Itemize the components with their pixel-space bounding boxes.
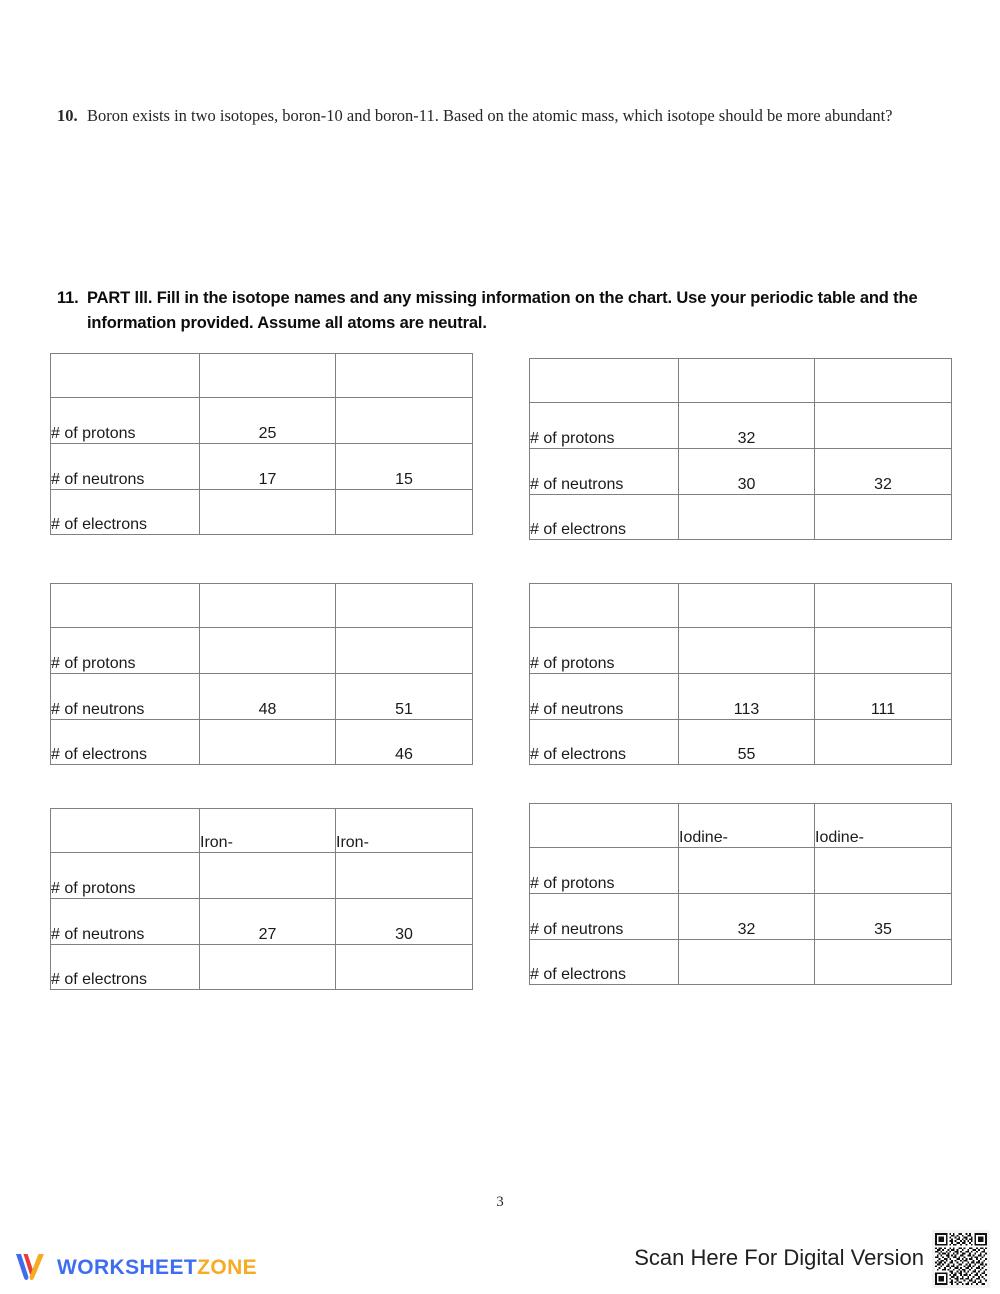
table-2-row-label-electrons: # of electrons [530, 495, 679, 540]
table-3-electrons-a[interactable] [200, 720, 336, 765]
table-2-neutrons-b[interactable]: 32 [815, 449, 952, 495]
table-1-header-label [51, 354, 200, 398]
table-6-electrons-b[interactable] [815, 940, 952, 985]
table-1-header-isotope-b[interactable] [336, 354, 473, 398]
question-11-text: PART lll. Fill in the isotope names and any missing information on the chart. Use your periodic table and the information provided. Assume all atoms are neutral. [87, 289, 918, 332]
table-1-row-label-neutrons: # of neutrons [51, 444, 200, 490]
table-6-row-label-neutrons: # of neutrons [530, 894, 679, 940]
table-1-protons-b[interactable] [336, 398, 473, 444]
table-5-protons-a[interactable] [200, 853, 336, 899]
question-10 [57, 104, 917, 128]
table-5-electrons-b[interactable] [336, 945, 473, 990]
table-row [51, 853, 473, 899]
scan-digital-version[interactable] [634, 1230, 990, 1288]
table-row [51, 490, 473, 535]
table-1-protons-a[interactable]: 25 [200, 398, 336, 444]
table-3-header-label [51, 584, 200, 628]
table-row [530, 674, 952, 720]
table-5-neutrons-a[interactable]: 27 [200, 899, 336, 945]
table-row [530, 449, 952, 495]
table-3-protons-a[interactable] [200, 628, 336, 674]
table-2-protons-b[interactable] [815, 403, 952, 449]
table-2-header-label [530, 359, 679, 403]
table-6-protons-b[interactable] [815, 848, 952, 894]
table-2-electrons-b[interactable] [815, 495, 952, 540]
table-4-neutrons-b[interactable]: 111 [815, 674, 952, 720]
table-4-electrons-b[interactable] [815, 720, 952, 765]
table-row [530, 894, 952, 940]
table-row [51, 945, 473, 990]
table-header-row [530, 804, 952, 848]
table-5-electrons-a[interactable] [200, 945, 336, 990]
page-number: 3 [496, 1194, 504, 1210]
table-1-neutrons-b[interactable]: 15 [336, 444, 473, 490]
table-4-row-label-electrons: # of electrons [530, 720, 679, 765]
table-2-header-isotope-a[interactable] [679, 359, 815, 403]
qr-code-icon [935, 1233, 987, 1285]
table-2-neutrons-a[interactable]: 30 [679, 449, 815, 495]
table-5-header-isotope-a[interactable]: Iron- [200, 809, 336, 853]
table-header-row [530, 359, 952, 403]
question-11-number: 11. [57, 289, 79, 307]
isotope-table-1 [50, 353, 473, 535]
table-row [51, 444, 473, 490]
table-4-protons-b[interactable] [815, 628, 952, 674]
table-6-row-label-electrons: # of electrons [530, 940, 679, 985]
table-5-header-isotope-b[interactable]: Iron- [336, 809, 473, 853]
table-3-row-label-neutrons: # of neutrons [51, 674, 200, 720]
table-3-header-isotope-b[interactable] [336, 584, 473, 628]
table-3-neutrons-b[interactable]: 51 [336, 674, 473, 720]
table-2-header-isotope-b[interactable] [815, 359, 952, 403]
table-row [530, 940, 952, 985]
table-2-row-label-protons: # of protons [530, 403, 679, 449]
table-4-header-label [530, 584, 679, 628]
table-4-header-isotope-b[interactable] [815, 584, 952, 628]
table-1-row-label-electrons: # of electrons [51, 490, 200, 535]
table-row [530, 403, 952, 449]
table-header-row [530, 584, 952, 628]
brand-wordmark [57, 1257, 257, 1278]
isotope-table-6-iodine [529, 803, 952, 985]
table-6-electrons-a[interactable] [679, 940, 815, 985]
table-2-row-label-neutrons: # of neutrons [530, 449, 679, 495]
table-5-row-label-neutrons: # of neutrons [51, 899, 200, 945]
table-2-protons-a[interactable]: 32 [679, 403, 815, 449]
table-3-header-isotope-a[interactable] [200, 584, 336, 628]
table-1-header-isotope-a[interactable] [200, 354, 336, 398]
table-4-row-label-protons: # of protons [530, 628, 679, 674]
qr-code[interactable] [932, 1230, 990, 1288]
table-6-protons-a[interactable] [679, 848, 815, 894]
worksheet-zone-logo [14, 1252, 257, 1282]
table-row [51, 899, 473, 945]
table-row [51, 720, 473, 765]
table-5-header-label [51, 809, 200, 853]
table-1-electrons-a[interactable] [200, 490, 336, 535]
table-4-header-isotope-a[interactable] [679, 584, 815, 628]
table-4-row-label-neutrons: # of neutrons [530, 674, 679, 720]
table-6-header-isotope-a[interactable]: Iodine- [679, 804, 815, 848]
isotope-table-2 [529, 358, 952, 540]
table-row [51, 674, 473, 720]
table-3-protons-b[interactable] [336, 628, 473, 674]
table-6-header-label [530, 804, 679, 848]
worksheet-zone-mark-icon [14, 1252, 48, 1282]
isotope-table-5-iron [50, 808, 473, 990]
table-3-row-label-electrons: # of electrons [51, 720, 200, 765]
table-row [530, 848, 952, 894]
brand-worksheet-text: WORKSHEET [57, 1255, 198, 1279]
brand-zone-text: ZONE [197, 1255, 258, 1279]
table-5-row-label-protons: # of protons [51, 853, 200, 899]
table-row [51, 398, 473, 444]
table-row [530, 628, 952, 674]
table-3-electrons-b[interactable]: 46 [336, 720, 473, 765]
table-1-neutrons-a[interactable]: 17 [200, 444, 336, 490]
table-2-electrons-a[interactable] [679, 495, 815, 540]
table-3-neutrons-a[interactable]: 48 [200, 674, 336, 720]
table-6-neutrons-b[interactable]: 35 [815, 894, 952, 940]
table-header-row [51, 584, 473, 628]
table-6-header-isotope-b[interactable]: Iodine- [815, 804, 952, 848]
table-3-row-label-protons: # of protons [51, 628, 200, 674]
table-5-row-label-electrons: # of electrons [51, 945, 200, 990]
isotope-table-4 [529, 583, 952, 765]
table-1-electrons-b[interactable] [336, 490, 473, 535]
table-6-row-label-protons: # of protons [530, 848, 679, 894]
table-row [530, 720, 952, 765]
scan-label: Scan Here For Digital Version [634, 1245, 924, 1270]
question-10-number: 10. [57, 106, 78, 125]
table-4-protons-a[interactable] [679, 628, 815, 674]
table-1-row-label-protons: # of protons [51, 398, 200, 444]
table-header-row [51, 354, 473, 398]
question-10-text: Boron exists in two isotopes, boron-10 and boron-11. Based on the atomic mass, which isotope should be more abundant? [87, 106, 893, 125]
table-row [51, 628, 473, 674]
table-6-neutrons-a[interactable]: 32 [679, 894, 815, 940]
isotope-table-3 [50, 583, 473, 765]
table-row [530, 495, 952, 540]
table-5-protons-b[interactable] [336, 853, 473, 899]
question-11 [57, 286, 927, 336]
table-header-row [51, 809, 473, 853]
table-4-electrons-a[interactable]: 55 [679, 720, 815, 765]
table-5-neutrons-b[interactable]: 30 [336, 899, 473, 945]
table-4-neutrons-a[interactable]: 113 [679, 674, 815, 720]
